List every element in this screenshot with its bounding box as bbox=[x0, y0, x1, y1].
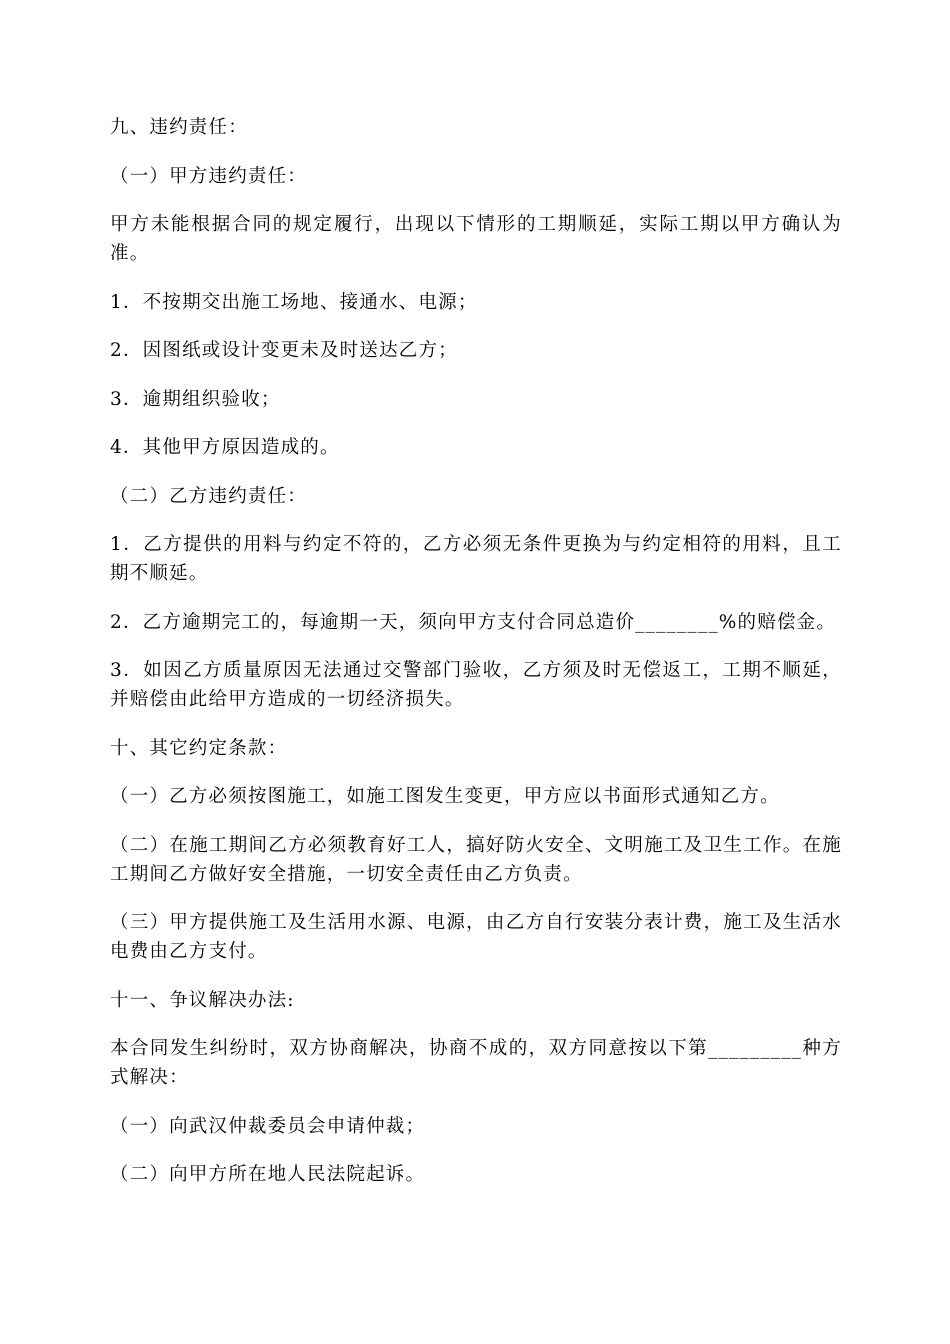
section-heading-other-terms: 十、其它约定条款： bbox=[110, 737, 288, 759]
list-item: 1．乙方提供的用料与约定不符的，乙方必须无条件更换为与约定相符的用料，且工期不顺延。 bbox=[110, 534, 842, 584]
list-item: （一）向武汉仲裁委员会申请仲裁； bbox=[110, 1115, 426, 1137]
list-item: 4．其他甲方原因造成的。 bbox=[110, 437, 340, 458]
subsection-heading-party-a-liability: （一）甲方违约责任： bbox=[110, 165, 308, 187]
paragraph: 本合同发生纠纷时，双方协商解决，协商不成的，双方同意按以下第_________种方式解决： bbox=[110, 1038, 842, 1088]
section-heading-breach-liability: 九、违约责任： bbox=[110, 117, 248, 138]
list-item: （三）甲方提供施工及生活用水源、电源，由乙方自行安装分表计费，施工及生活水电费由乙方支付。 bbox=[110, 912, 842, 962]
list-item: （二）在施工期间乙方必须教育好工人，搞好防火安全、文明施工及卫生工作。在施工期间乙方做好安全措施，一切安全责任由乙方负责。 bbox=[110, 834, 842, 885]
paragraph: 甲方未能根据合同的规定履行，出现以下情形的工期顺延，实际工期以甲方确认为准。 bbox=[110, 214, 842, 264]
list-item: 3．逾期组织验收； bbox=[110, 388, 281, 410]
list-item: 3．如因乙方质量原因无法通过交警部门验收，乙方须及时无偿返工，工期不顺延，并赔偿由此给甲方造成的一切经济损失。 bbox=[110, 660, 842, 710]
list-item: 2．因图纸或设计变更未及时送达乙方； bbox=[110, 340, 458, 361]
document-body bbox=[110, 113, 842, 1209]
list-item: 1．不按期交出施工场地、接通水、电源； bbox=[110, 291, 478, 313]
subsection-heading-party-b-liability: （二）乙方违约责任： bbox=[110, 485, 308, 507]
list-item: （二）向甲方所在地人民法院起诉。 bbox=[110, 1164, 426, 1185]
section-heading-dispute-resolution: 十一、争议解决办法: bbox=[110, 989, 295, 1011]
list-item: （一）乙方必须按图施工，如施工图发生变更，甲方应以书面形式通知乙方。 bbox=[110, 786, 780, 807]
list-item: 2．乙方逾期完工的，每逾期一天，须向甲方支付合同总造价________%的赔偿金。 bbox=[110, 611, 837, 633]
